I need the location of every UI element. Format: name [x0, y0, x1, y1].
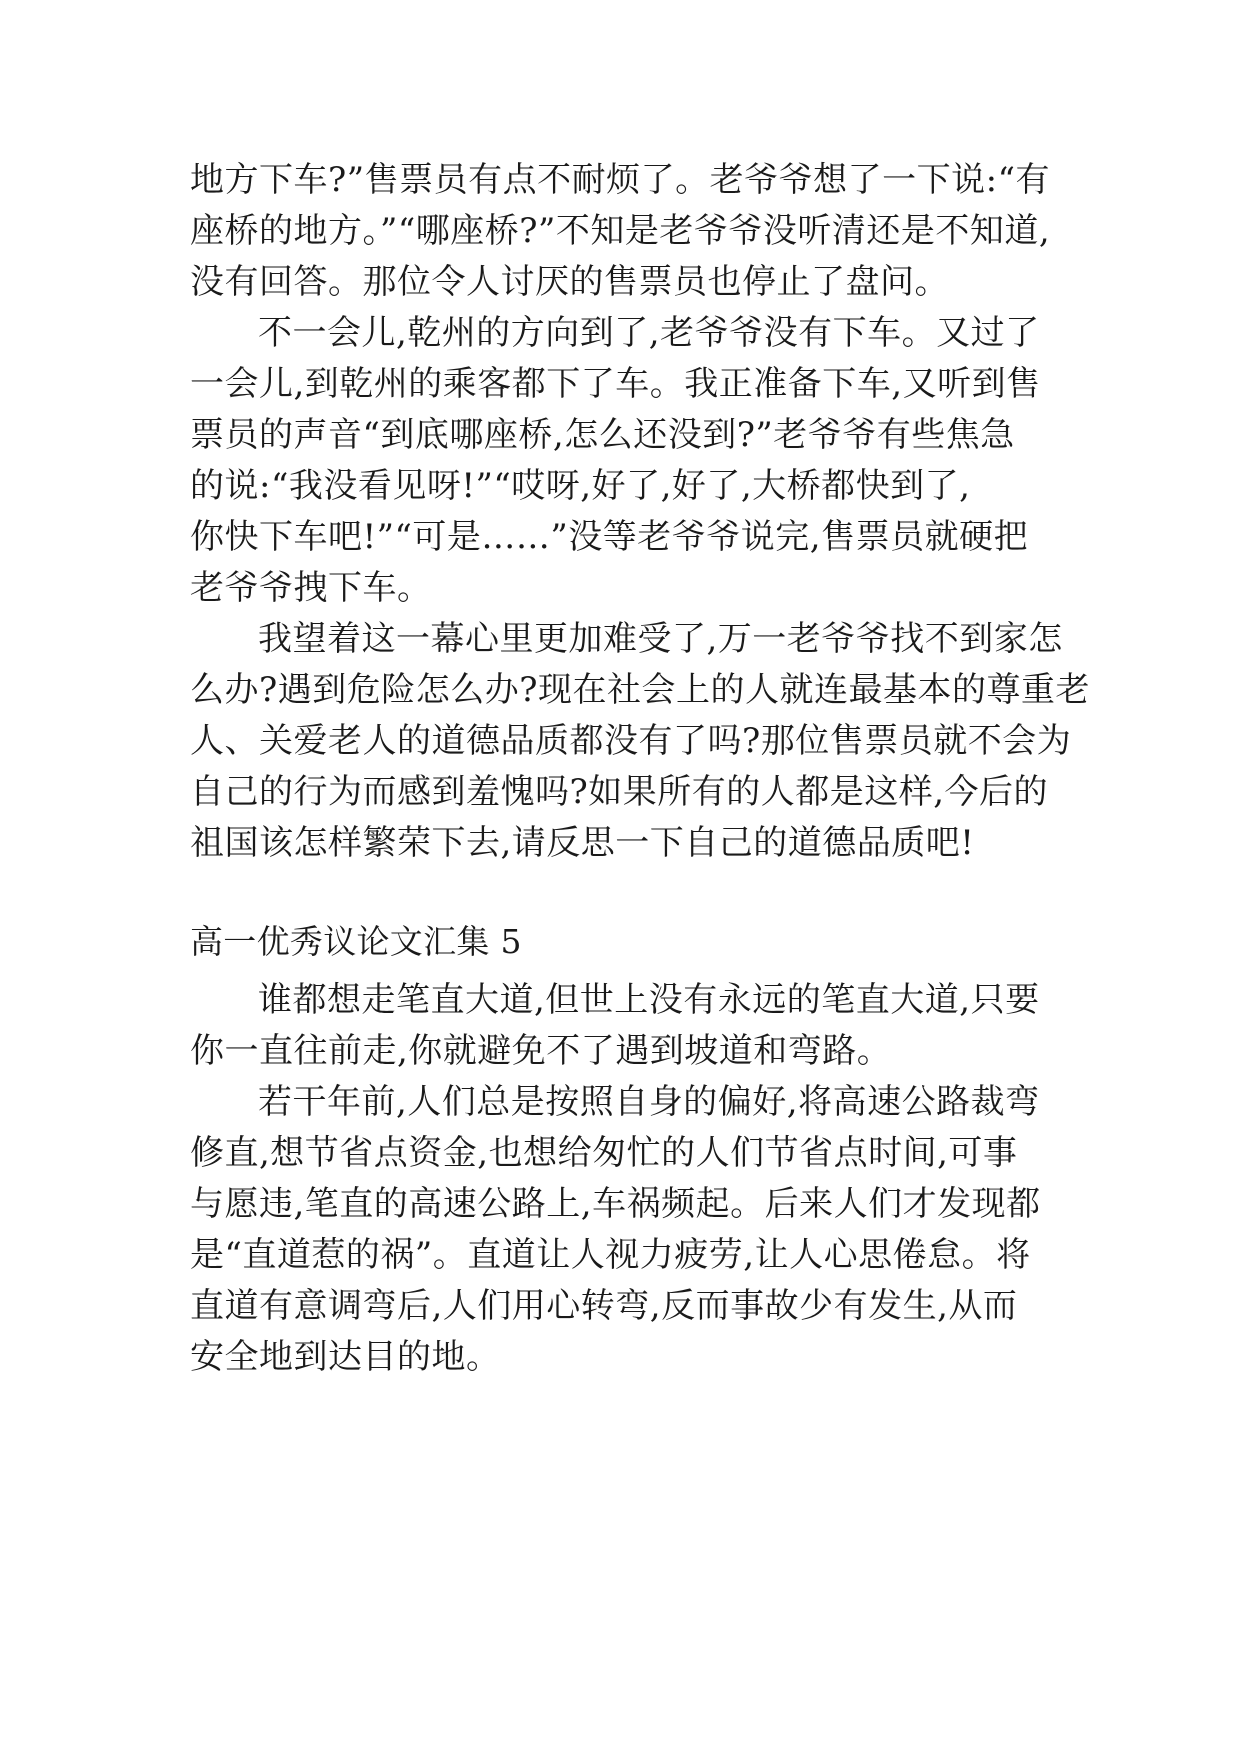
text-line: 若干年前,人们总是按照自身的偏好,将高速公路裁弯: [258, 1082, 1040, 1122]
text-line: 老爷爷拽下车。: [190, 568, 432, 608]
text-line: 么办?遇到危险怎么办?现在社会上的人就连最基本的尊重老: [190, 670, 1090, 710]
text-line: 谁都想走笔直大道,但世上没有永远的笔直大道,只要: [258, 980, 1040, 1020]
text-line: 修直,想节省点资金,也想给匆忙的人们节省点时间,可事: [190, 1133, 1018, 1173]
text-line: 座桥的地方。”“哪座桥?”不知是老爷爷没听清还是不知道,: [190, 211, 1051, 251]
section-heading: 高一优秀议论文汇集 5: [190, 922, 522, 961]
text-line: 票员的声音“到底哪座桥,怎么还没到?”老爷爷有些焦急: [190, 415, 1015, 455]
text-line: 人、关爱老人的道德品质都没有了吗?那位售票员就不会为: [190, 721, 1072, 761]
text-line: 地方下车?”售票员有点不耐烦了。老爷爷想了一下说:“有: [190, 160, 1050, 200]
text-line: 自己的行为而感到羞愧吗?如果所有的人都是这样,今后的: [190, 772, 1049, 812]
text-line: 你一直往前走,你就避免不了遇到坡道和弯路。: [190, 1031, 892, 1071]
text-line: 是“直道惹的祸”。直道让人视力疲劳,让人心思倦怠。将: [190, 1235, 1031, 1275]
text-line: 没有回答。那位令人讨厌的售票员也停止了盘问。: [190, 262, 949, 302]
text-line: 我望着这一幕心里更加难受了,万一老爷爷找不到家怎: [258, 619, 1063, 659]
text-line: 一会儿,到乾州的乘客都下了车。我正准备下车,又听到售: [190, 364, 1041, 404]
text-line: 祖国该怎样繁荣下去,请反思一下自己的道德品质吧!: [190, 823, 975, 863]
text-line: 安全地到达目的地。: [190, 1337, 501, 1377]
text-line: 直道有意调弯后,人们用心转弯,反而事故少有发生,从而: [190, 1286, 1018, 1326]
text-line: 的说:“我没看见呀!”“哎呀,好了,好了,大桥都快到了,: [190, 466, 971, 506]
text-line: 不一会儿,乾州的方向到了,老爷爷没有下车。又过了: [258, 313, 1040, 353]
text-line: 与愿违,笔直的高速公路上,车祸频起。后来人们才发现都: [190, 1184, 1041, 1224]
text-line: 你快下车吧!”“可是……”没等老爷爷说完,售票员就硬把: [190, 517, 1029, 557]
